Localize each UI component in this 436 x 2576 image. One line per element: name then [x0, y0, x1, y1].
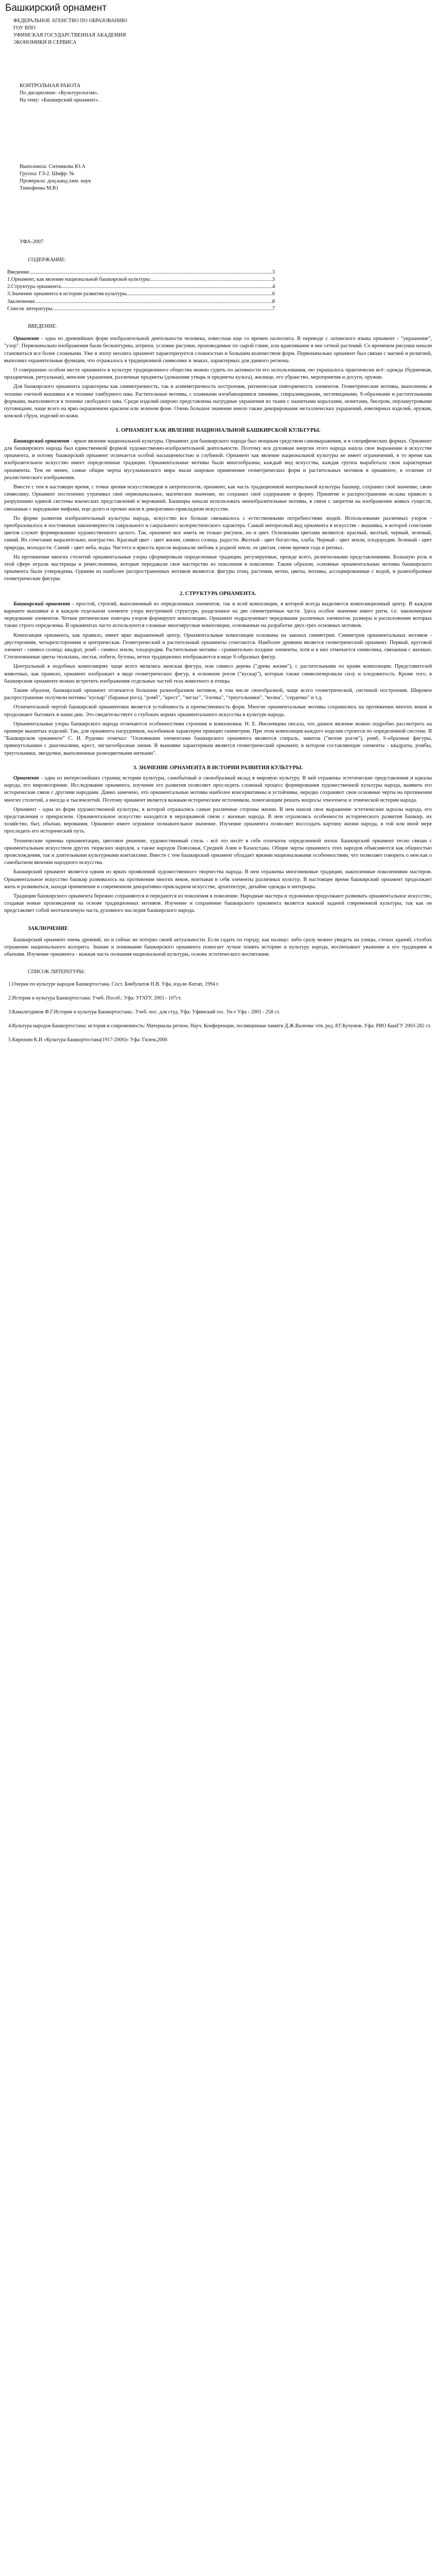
section-paragraph: Вместе с тем в настоящее время, с точки зрения искусствоведов и антропологов, орнамент, как часть традиционной материальной культуры башкир, сохранил своё значение, свою символику. Орнамент постепенно утрачивал своё первоначальное, магическое значение, но сохранил своё содержание и форму. Принятие и распространение ислама привело к разрушению единой системы языческих представлений и верований. Башкиры начали использовать неизобразительные мотивы, в связи с запретом на изображение живых существ, связанные с народными мифами, еще долго и прочно жили в декоративно-прикладном искусстве.: [4, 484, 432, 512]
header-line: УФИМСКАЯ ГОСУДАРСТВЕННАЯ АКАДЕМИЯ: [13, 32, 126, 38]
toc-item[interactable]: 2.Структура орнамента ..... 4: [7, 283, 275, 291]
discipline: По дисциплине: «Культурология».: [20, 90, 99, 96]
header-line: ФЕДЕРАЛЬНОЕ АГЕНСТВО ПО ОБРАЗОВАНИЮ: [13, 18, 127, 24]
table-of-contents: [7, 269, 275, 313]
section-paragraph: Отличительной чертой башкирской орнаментики является устойчивость и преемственность форм. Многие орнаментальные мотивы сохранились на протяжении многих веков и продолжают бытовать в наши дни. Это свидетельствует о глубоких корнях орнаментального искусства в культуре народа.: [4, 704, 432, 718]
section-heading: 3. ЗНАЧЕНИЕ ОРНАМЕНТА В ИСТОРИИ РАЗВИТИЯ КУЛЬТУРЫ.: [133, 765, 303, 771]
work-type: КОНТРОЛЬНАЯ РАБОТА: [20, 83, 81, 89]
literature-item: 5.Кирюхин К.И «Культура Башкортостана(1917-2000)» Уфа: Гилем,2006: [8, 1037, 168, 1043]
toc-item[interactable]: Введение ..... 3: [7, 269, 275, 276]
section-paragraph: Орнамент - одна из форм художественной культуры, в которой отражались самые различные стороны жизни. В нем нашли свое выражение эстетические идеалы народа, его представления о прекрасном. Орнаментальное искусство находится в неразрывной связи с жизнью народа. В нем отразились особенности исторического развития башкир, их хозяйство, быт, обычаи, верования. Орнамент имеет огромное познавательное значение. Изучение орнамента позволяет воссоздать картину жизни народа, в той или иной мере проследить его исторический путь.: [4, 806, 432, 835]
toc-item[interactable]: 1.Орнамент, как явление национальной башкирской культуры ..... 3: [7, 276, 275, 283]
literature-item: 1.Очерки по культуре народов Башкортостана. Сост. Бикбулатов Н.В. Уфа, изд-во Китап, 1994 г.: [8, 981, 219, 987]
literature-item: 4.Культура народов Башкортостана: история и современность: Материалы регион. Науч. Конференции, посвященные памяти Д.Ж.Валеева/ отв. ред. Р.Г.Кучумов. Уфа: РИО БашГУ 2003-282 ст.: [8, 1023, 431, 1029]
author-info: [20, 163, 432, 193]
section-paragraph: Башкирский орнамент является одним из ярких проявлений художественного творчества народа. В нем отражены многовековые традиции, накопленные поколениями мастеров. Орнаментальное искусство башкир развивалось на протяжении многих веков, впитывая в себя элементы различных культур. В настоящее время башкирский орнамент продолжает жить и развиваться, находя применение в современном декоративно-прикладном искусстве, архитектуре, дизайне одежды и интерьера.: [4, 869, 432, 890]
city-year: УФА-2007: [20, 239, 44, 245]
conclusion-heading: ЗАКЛЮЧЕНИЕ: [28, 925, 68, 931]
literature-item: 2.История и культура Башкортостана: Учеб. Пособ.: Уфа: УГАТУ, 2003 - 107ст.: [8, 995, 182, 1001]
conclusion-paragraph: Башкирский орнамент очень древний, но и сейчас не потерял своей актуальности. Если гадать по городу, как налицо: либо сразу можно увидеть на улицы, стенах зданий, столбах отражение национального колорита. Знание и понимание башкирского орнамента помогает лучше понять историю и культуру народа, воспитывает уважение к его традициям и обычаям. Изучение орнамента - важная часть познания национальной культуры, основа эстетического воспитания.: [4, 937, 432, 958]
intro-paragraph: О совершенно особом месте орнамента в культуре традиционного общества можно судить по активности его использования, ею украшалось практически всё: одежда (будничная, праздничная, ритуальная), женские украшения, различные предметы (домашняя утварь и предметы культа), жилище, его убранство, мероприятия и досуги, оружие.: [4, 367, 432, 381]
section-paragraph: Центральный в подобных композициях чаще всего являлись женская фигура, или символ дерева ("древа жизни"), с растительными по краям композиции. Представителей животных, как правило, орнамент изображает в виде геометрических фигур, в основном рогов ("кускар"), которые также символизировали силу и плодовитость. Кроме того, в башкирском орнаменте можно встретить изображения отдельных частей тела животного и птицы.: [4, 664, 432, 684]
document-page: [0, 0, 436, 1055]
section-paragraph: Орнамент - одна из интереснейших страниц истории культуры, самобытный и своеобразный вклад в мировую культуру. В ней отражены эстетические представления и идеалы народа, его мировоззрение. Исследование орнамента, изучение его развития позволяет проследить сложный процесс формирования художественной культуры народа, выявить его исторические связи с другими народами. Давно замечено, что орнаментальные мотивы наиболее консервативны и устойчивы, нередко сохраняют свои основные черты на протяжении многих столетий, а иногда и тысячелетий. Поэтому орнамент является важным историческим источником, помогающим решать вопросы этногенеза и этнической истории народа.: [4, 775, 432, 803]
intro-heading: ВВЕДЕНИЕ.: [28, 324, 57, 330]
intro-paragraph: Орнамент - одна из древнейших форм изобразительной деятельности человека, известная еще со времен палеолита. В переводе с латинского языка орнамент - "украшение", "узор". Первоначально изображения были бесконтурны, штрихи, условие рисунки, производимые по сырой глине, или вдавливание в нее сеткой растений. Со временем рисунки начали становиться все более сложными. Уже в эпоху неолита орнамент характеризуется сложностью и большим количеством форм. Первоначально орнамент был связан с магией и религией, выполнял охранительные функции, что отражалось в традиционной символике и знаках, характерных для данного региона.: [4, 336, 432, 364]
section-paragraph: Башкирский орнамент - простой, строгий, выполненный из определенных элементов, так и всей композиции, в которой всегда выделяется композиционный центр. В каждом варианте вышивки и в каждом отдельном элементе узора внутренней структуре, разделенное на две симметричные части. Здесь особое значение имеет ритм, т.е. закономерное чередование элементов. Четкие ритмические повторы узоров формируют композицию. Орнамент подразумевает чередование различных элементов, размеры и расположение которых также строго определены. В орнаментах часто используются сложные многоярусные композиции, основанные на разработке двух-трех основных мотивов.: [4, 601, 432, 629]
toc-heading: СОДЕРЖАНИЕ:: [28, 257, 66, 263]
topic: На тему: «Башкирский орнамент».: [20, 97, 100, 104]
section-paragraph: Технические приемы орнаментации, цветовое решение, художественный стиль - всё это несёт в себе отпечаток определенной эпохи. Башкирский орнамент тесно связан с орнаментальным искусством других тюркских народов, а также народов Поволжья, Средней Азии и Казахстана. Общие черты орнамента этих народов объясняются как общностью происхождения, так и длительными культурными контактами. Вместе с тем башкирский орнамент обладает яркими национальными особенностями, что позволяет говорить о нем как о самобытном явлении народного искусства.: [4, 838, 432, 866]
author-line: Тимофеева М.Ю: [20, 185, 58, 192]
toc-item[interactable]: Список литературы ..... 7: [7, 306, 275, 313]
section-heading: 1. ОРНАМЕНТ КАК ЯВЛЕНИЕ НАЦИОНАЛЬНОЙ БАШКИРСКОЙ КУЛЬТУРЫ.: [115, 428, 321, 434]
author-line: Проверила: доц.канд.хим. наук: [20, 178, 91, 184]
literature-list: [8, 980, 432, 1044]
toc-item[interactable]: 3.Значение орнамента в истории развития культуры ..... 6: [7, 291, 275, 298]
section-paragraph: По форме развития изобразительный культуры народа, искусство все больше связывалось с естественными потребностями людей. Использование различных узоров - преобразовалось в постоянные закономерности сакрального и сакрального колористического характера. Самый интересный вид орнамента в искусстве - вышивка, в которой сочетание цветов служит формированию художественного целого. Так, орнамент мог иметь не только рисунок, но и цвет. Основными цветами являются: красный, желтый, черный, зеленый, синий. Их сочетание выразительно, контрастно. Красный цвет - цвет жизни, символ солнца, радости. Желтый - цвет богатства, хлеба. Черный - цвет земли, плодородия. Зеленый - цвет природы, молодости. Синий - цвет неба, воды. Чистота и яркость красок выражали любовь к родной земле, ее цветам, смене времен года и ритмах.: [4, 515, 432, 551]
toc-item[interactable]: Заключение ..... 8: [7, 298, 275, 306]
intro-paragraph: Для башкирского орнамента характерны как симметричность, так и асимметричность построения, ритмическая повторяемость элементов. Геометрические мотивы, выполнены в технике счетной вышивки и в технике тамбурного шва. Растительные мотивы, с плавными изгибающимися линиями, спиралевидными, петлевидными, S-образными и растительными формами, выполняются в технике свободного шва. Среди изделий широко представлены нагрудные украшения из ткани с нашитыми кораллами, монетами, бисером, перламутровыми пуговицами, чаще всего на ярко окрашенном красном или зеленом фоне. Очень большое значение имело также декорирование металлических украшений, ювелирных изделий, оружия, конской сбруи, изделий из кожи.: [4, 384, 432, 419]
section-paragraph: Традиции башкирского орнамента бережно сохраняются и передаются из поколения в поколение. Народные мастера и художники продолжают развивать орнаментальное искусство, создавая новые произведения на основе традиционных мотивов. Изучение и сохранение башкирского орнамента является важной задачей современной культуры, так как он представляет собой неотъемлемую часть духовного наследия башкирского народа.: [4, 893, 432, 914]
header-line: ГОУ ВПО: [13, 25, 36, 31]
section-paragraph: Башкирский орнамент - яркое явление национальной культуры. Орнамент для башкирского народа был мощным средством самовыражения, и в специфических формах. Орнамент для башкирского народа был единственной формой художественно-изобразительной деятельности. Поэтому вся духовная энергия этого народа нашла свое выражение в искусстве орнамента, и потому башкирский орнамент отличается особой насыщенностью и глубиной. Орнамент как явление национальной культуры не имеет ограничений, в то время как изобразительное искусство имеет определенные традиции. Орнаментальные мотивы были многообразны, каждый вид искусства, каждая группа выработала свои характерные орнаменты. Тем не менее, самые общие черты мусульманского мира знали широкое применение геометрических форм и растительных мотивов в орнаменте, в отличие от реалистического изображения.: [4, 438, 432, 481]
section-paragraph: На протяжении многих столетий орнаментальные узоры сформировали определенные традиции, регулируемые, прежде всего, религиозными представлениями. Большую роль в этой сфере играли мастерицы и ремесленники, которые передавали свое мастерство из поколения в поколение. Таким образом, основные орнаментальные мотивы башкирского орнамента были утверждены. Одними из наиболее распространенных мотивов являются: фигуры птиц, растения, ветки, цветы, мотивы, ассоциированные с водой, и разнообразные геометрические фигуры.: [4, 554, 432, 582]
work-info: [20, 82, 432, 105]
author-line: Группа: ГЗ-2. Шифр: №: [20, 171, 75, 177]
literature-heading: СПИСОК ЛИТЕРАТУРЫ:: [28, 969, 85, 975]
document-title: Башкирский орнамент: [5, 3, 107, 13]
section-paragraph: Таким образом, башкирский орнамент отличается большим разнообразием мотивов, в том числе своеобразной, чаще всего геометрической, системой построения. Широкое распространение получили мотивы "кускар" (бараньи рога), "ромб", "крест", "зигзаг", "ёлочка", "треугольники", "волна", "сердечко" и т.д.: [4, 687, 432, 701]
header-line: ЭКОНОМИКИ И СЕРВИСА: [13, 40, 77, 45]
author-line: Выполнила: Ситникова Ю.А: [20, 163, 86, 170]
section-heading: 2. СТРУКТУРА ОРНАМЕНТА.: [180, 590, 256, 597]
institution-header: [13, 18, 432, 46]
literature-item: 3.Камалетдинов Ф.Г.История и культура Башкортостана:. Учеб. пос. для студ. Уфа: Уфимский гос. Ун-т Уфа - 2003 - 258 ст.: [8, 1009, 280, 1015]
section-paragraph: Композиция орнамента, как правило, имеет ярко выраженный центр. Орнаментальные композиции основаны на законах симметрии. Симметрия орнаментальных мотивов - двусторонняя, четырехсторонняя и центрическая. Геометрический и растительный орнаменты сочетаются. Наиболее древним является геометрический орнамент. Первый, круговой элемент - символ солнца; квадрат, ромб - символ земли, плодородия. Растительные мотивы - сравнительно поздние элементы, хотя и в них отмечается символика, связанная с жизнью. Стилизованные цветы тюльпана, листья, побеги, бутоны, ветки традиционно изображаются в виде S-образных фигур.: [4, 632, 432, 660]
section-paragraph: Орнаментальные узоры башкирского народа отличаются особенностями строения и компоновки. Н. Е. Иноземцева писала, что данное явление можно подробно рассмотреть на примере вышитых изделий. Так, для орнамента нагрудников, налобников характерен принцип симметрии. При этом композиция каждого изделия строится по определенной системе. В "Башкирском орнаменте" С. И. Руденко отмечал: "Основными элементами башкирского орнамента являются спираль, завиток ("мотив рогов"), ромб, S-образные фигуры, прямоугольники с диагоналями, крест, зигзагообразная линия. В вышивке характерным является геометрический орнамент, в котором составляющие элементы - квадраты, ромбы, треугольники, звездочки, выполненные разноцветными нитками".: [4, 721, 432, 756]
